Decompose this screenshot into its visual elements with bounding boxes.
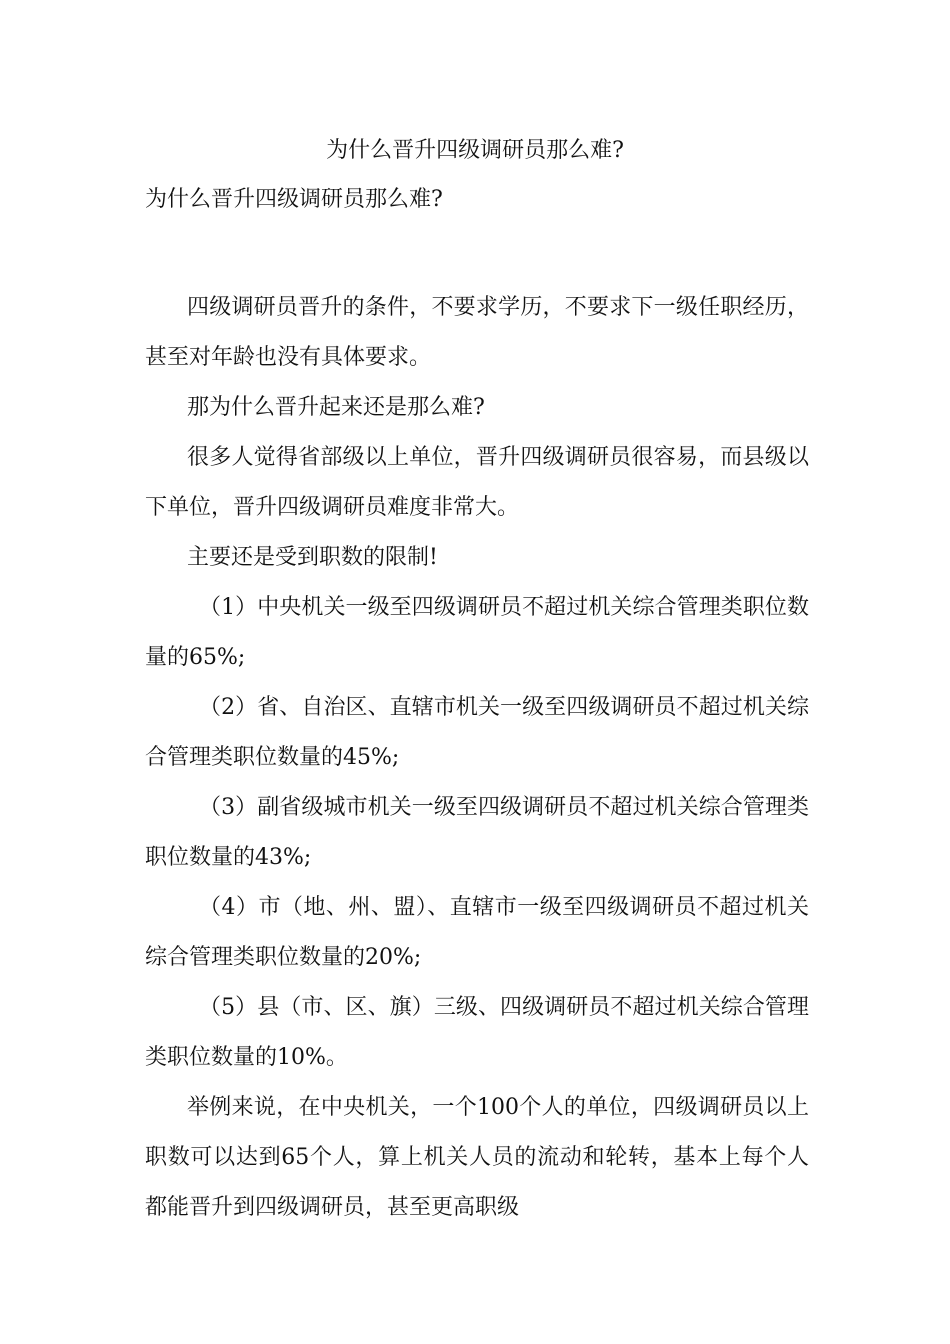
paragraph-main-reason: 主要还是受到职数的限制!: [187, 545, 438, 570]
document-title: 为什么晋升四级调研员那么难?: [326, 138, 624, 163]
paragraph-question: 那为什么晋升起来还是那么难?: [187, 395, 485, 420]
paragraph-conditions: 四级调研员晋升的条件，不要求学历，不要求下一级任职经历，甚至对年龄也没有具体要求。: [145, 295, 809, 370]
list-item-3: （3）副省级城市机关一级至四级调研员不超过机关综合管理类职位数量的43%;: [145, 795, 809, 870]
list-item-2: （2）省、自治区、直辖市机关一级至四级调研员不超过机关综合管理类职位数量的45%;: [145, 695, 809, 770]
document-body: [145, 283, 809, 1233]
list-item-4: （4）市（地、州、盟）、直辖市一级至四级调研员不超过机关综合管理类职位数量的20%;: [145, 895, 809, 970]
paragraph-example: 举例来说，在中央机关，一个100个人的单位，四级调研员以上职数可以达到65个人，算上机关人员的流动和轮转，基本上每个人都能晋升到四级调研员，甚至更高职级: [145, 1095, 809, 1220]
list-item-5: （5）县（市、区、旗）三级、四级调研员不超过机关综合管理类职位数量的10%。: [145, 995, 809, 1070]
paragraph-perception: 很多人觉得省部级以上单位，晋升四级调研员很容易，而县级以下单位，晋升四级调研员难度非常大。: [145, 445, 809, 520]
document-subtitle: 为什么晋升四级调研员那么难?: [145, 187, 443, 212]
list-item-1: （1）中央机关一级至四级调研员不超过机关综合管理类职位数量的65%;: [145, 595, 809, 670]
